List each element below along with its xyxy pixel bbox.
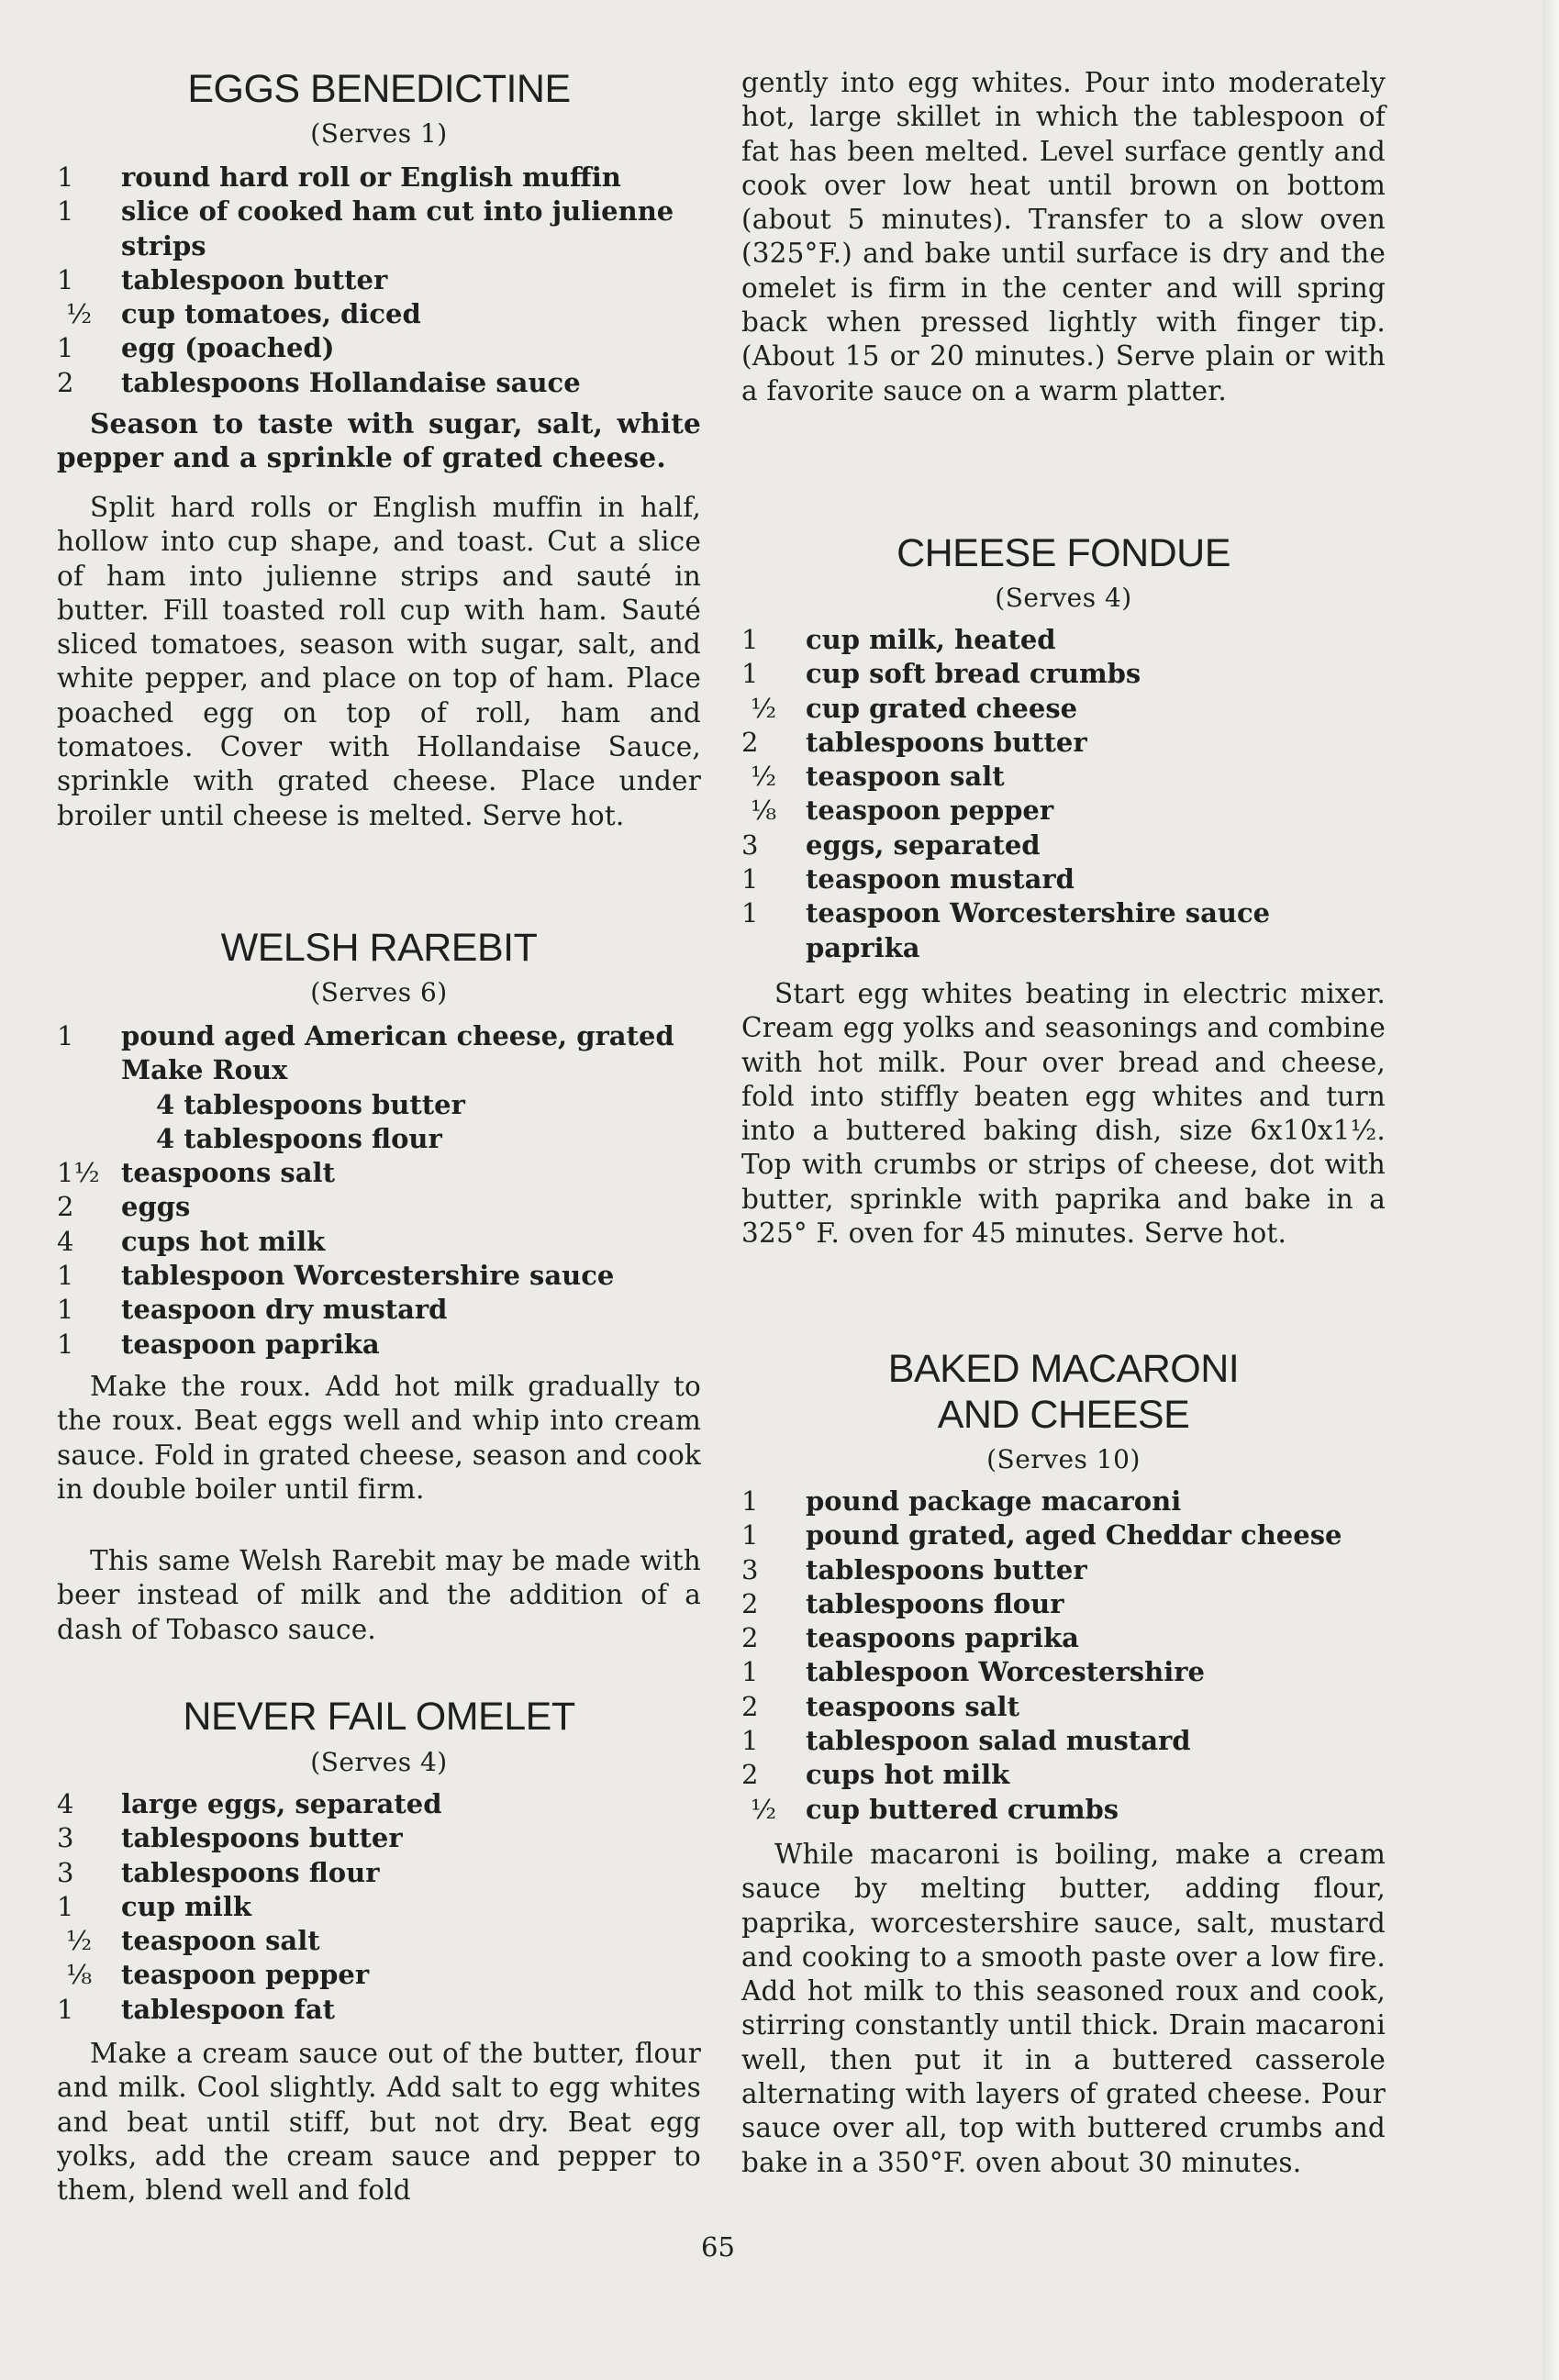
recipe-title-baked-macaroni-line1: BAKED MACARONI	[887, 1347, 1240, 1391]
list-item: 1 tablespoon Worcestershire	[741, 1656, 1205, 1688]
directions-never-fail-omelet-part2: gently into egg whites. Pour into moderately hot, large skillet in which the tablespoon of fat has been melted. Level surface gently and cook over low heat until brown on bottom (about 5 minutes). Transfer to a slow oven (325°F.) and bake until surface is dry and the omelet is firm in the center and will spring back when pressed lightly with finger tip. (About 15 or 20 minutes.) Serve plain or with a favorite sauce on a warm platter.	[741, 67, 1386, 406]
list-item: 4 tablespoons flour	[156, 1122, 442, 1154]
list-item: 3 tablespoons butter	[57, 1822, 403, 1854]
list-item: 2 tablespoons flour	[741, 1587, 1064, 1619]
directions-never-fail-omelet-part1: Make a cream sauce out of the butter, flour and milk. Cool slightly. Add salt to egg whites and beat until stiff, but not dry. Beat egg yolks, add the cream sauce and pepper to them, blend well and fold	[57, 2038, 701, 2207]
list-item: 2 tablespoons Hollandaise sauce	[57, 366, 581, 398]
recipe-title-never-fail-omelet: NEVER FAIL OMELET	[183, 1695, 575, 1739]
list-item: ½ cup tomatoes, diced	[66, 298, 421, 330]
list-item: 2 cups hot milk	[741, 1759, 1010, 1791]
list-item: 1 teaspoon dry mustard	[57, 1294, 448, 1326]
list-item: 2 teaspoons paprika	[741, 1622, 1079, 1654]
list-item: ½ cup grated cheese	[751, 692, 1078, 724]
page-edge	[1542, 0, 1559, 2380]
list-item: 1 round hard roll or English muffin	[57, 161, 621, 193]
list-item: Make Roux	[121, 1054, 288, 1086]
list-item: 1 tablespoon salad mustard	[741, 1725, 1191, 1757]
list-item: 1 cup soft bread crumbs	[741, 658, 1141, 690]
list-item: 3 tablespoons butter	[741, 1553, 1087, 1585]
recipe-title-eggs-benedictine: EGGS BENEDICTINE	[187, 67, 571, 111]
ingredient-list-welsh-rarebit	[57, 1019, 701, 1362]
list-item: 4 cups hot milk	[57, 1225, 326, 1257]
list-item: 1 tablespoon fat	[57, 1993, 336, 2025]
list-item: 2 teaspoons salt	[741, 1690, 1019, 1722]
list-item: 1 cup milk, heated	[741, 624, 1056, 655]
ingredient-list-baked-macaroni	[741, 1485, 1386, 1827]
list-item: 1 tablespoon butter	[57, 263, 388, 295]
list-item: 2 eggs	[57, 1191, 191, 1223]
list-item: 2 tablespoons butter	[741, 726, 1087, 758]
list-item: 1 egg (poached)	[57, 332, 335, 364]
list-item: 4 large eggs, separated	[57, 1788, 442, 1819]
directions-baked-macaroni: While macaroni is boiling, make a cream sauce by melting butter, adding flour, paprika, worcestershire sauce, salt, mustard and cooking to a smooth paste over a low fire. Add hot milk to this seasoned roux and cook, stirring constantly until thick. Drain macaroni well, then put it in a buttered casserole alternating with layers of grated cheese. Pour sauce over all, top with buttered crumbs and bake in a 350°F. oven about 30 minutes.	[741, 1839, 1386, 2178]
list-item: 3 eggs, separated	[741, 829, 1041, 861]
serves-welsh-rarebit: (Serves 6)	[310, 977, 448, 1007]
list-item: paprika	[806, 931, 920, 963]
serves-eggs-benedictine: (Serves 1)	[310, 118, 448, 149]
list-item: 1 teaspoon paprika	[57, 1328, 380, 1360]
ingredient-list-never-fail-omelet	[57, 1787, 701, 2027]
serves-baked-macaroni: (Serves 10)	[986, 1444, 1141, 1474]
list-item: 1 pound aged American cheese, grated	[57, 1020, 674, 1051]
recipe-title-welsh-rarebit: WELSH RAREBIT	[220, 926, 538, 970]
serves-never-fail-omelet: (Serves 4)	[310, 1747, 448, 1777]
page-number: 65	[701, 2231, 735, 2263]
list-item: 1 slice of cooked ham cut into julienne strips	[57, 195, 674, 261]
list-item: 1½ teaspoons salt	[57, 1157, 335, 1189]
list-item: 1 pound package macaroni	[741, 1485, 1182, 1517]
directions-welsh-rarebit: Make the roux. Add hot milk gradually to the roux. Beat eggs well and whip into cream sauce. Fold in grated cheese, season and cook in double boiler until firm.	[57, 1371, 701, 1505]
list-item: 3 tablespoons flour	[57, 1856, 380, 1888]
note-welsh-rarebit: This same Welsh Rarebit may be made with beer instead of milk and the addition of a dash of Tobasco sauce.	[57, 1545, 701, 1645]
list-item: ½ teaspoon salt	[66, 1925, 320, 1957]
list-item: ½ cup buttered crumbs	[751, 1793, 1119, 1825]
list-item: ½ teaspoon salt	[751, 761, 1005, 793]
list-item: 4 tablespoons butter	[156, 1088, 465, 1120]
directions-eggs-benedictine: Split hard rolls or English muffin in half, hollow into cup shape, and toast. Cut a slice of ham into julienne strips and sauté in butter. Fill toasted roll cup with ham. Sauté sliced tomatoes, season with sugar, salt, and white pepper, and place on top of ham. Place poached egg on top of roll, ham and tomatoes. Cover with Hollandaise Sauce, sprinkle with grated cheese. Place under broiler until cheese is melted. Serve hot.	[57, 492, 701, 831]
recipe-title-baked-macaroni-line2: AND CHEESE	[937, 1393, 1190, 1437]
list-item: 1 teaspoon mustard	[741, 863, 1075, 895]
ingredient-list-cheese-fondue	[741, 623, 1386, 965]
directions-cheese-fondue: Start egg whites beating in electric mixer. Cream egg yolks and seasonings and combine with hot milk. Pour over bread and cheese, fold into stiffly beaten egg whites and turn into a buttered baking dish, size 6x10x1½. Top with crumbs or strips of cheese, dot with butter, sprinkle with paprika and bake in a 325° F. oven for 45 minutes. Serve hot.	[741, 978, 1386, 1250]
list-item: 1 tablespoon Worcestershire sauce	[57, 1260, 615, 1292]
list-item: ⅛ teaspoon pepper	[751, 795, 1054, 827]
season-note-eggs-benedictine: Season to taste with sugar, salt, white pepper and a sprinkle of grated cheese.	[57, 407, 701, 474]
ingredient-list-eggs-benedictine	[57, 161, 701, 400]
list-item: 1 cup milk	[57, 1890, 251, 1922]
recipe-title-cheese-fondue: CHEESE FONDUE	[896, 531, 1230, 575]
list-item: 1 pound grated, aged Cheddar cheese	[741, 1519, 1342, 1551]
list-item: ⅛ teaspoon pepper	[66, 1959, 370, 1991]
serves-cheese-fondue: (Serves 4)	[995, 583, 1132, 613]
list-item: 1 teaspoon Worcestershire sauce	[741, 897, 1271, 929]
